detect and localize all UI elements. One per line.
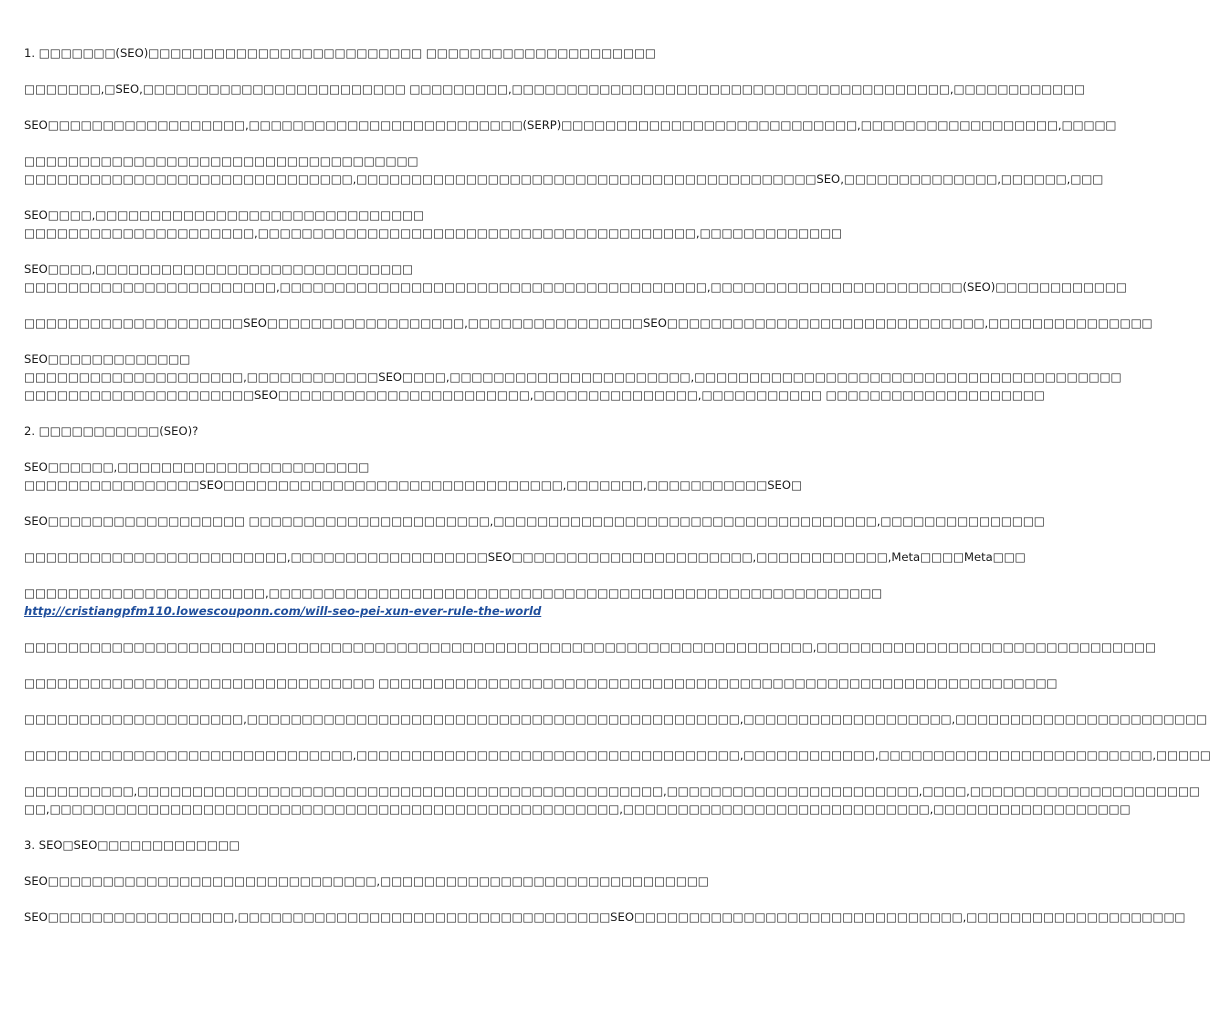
text-line: 1. □□□□□□□(SEO)□□□□□□□□□□□□□□□□□□□□□□□□□ □□□□□□□□□□□□□□□□□□□□□ bbox=[24, 46, 656, 60]
paragraph bbox=[24, 836, 696, 854]
paragraph-gap bbox=[24, 656, 696, 674]
paragraph bbox=[24, 80, 1085, 98]
paragraph-gap bbox=[24, 620, 696, 638]
paragraph bbox=[24, 710, 1208, 728]
text-line: □□□□□□□□□□□□□□□□□□□□□□□□□□□□□□□□ □□□□□□□□□□□□□□□□□□□□□□□□□□□□□□□□□□□□□□□□□□□□□□□□□□□□□□□□□□□□□□ bbox=[24, 676, 1058, 690]
paragraph-gap bbox=[24, 728, 696, 746]
paragraph bbox=[24, 638, 1156, 656]
paragraph-gap bbox=[24, 332, 696, 350]
paragraph-gap bbox=[24, 62, 696, 80]
paragraph-gap bbox=[24, 890, 696, 908]
paragraph bbox=[24, 584, 883, 620]
text-line: □□,□□□□□□□□□□□□□□□□□□□□□□□□□□□□□□□□□□□□□□□□□□□□□□□□□□□□,□□□□□□□□□□□□□□□□□□□□□□□□□□□□,□□□□□□□□□□□□□□□□□□ bbox=[24, 802, 1131, 816]
text-line: □□□□□□□□□□□□□□□□□□□□□□,□□□□□□□□□□□□□□□□□□□□□□□□□□□□□□□□□□□□□□□□□□□□□□□□□□□□□□□□ bbox=[24, 586, 883, 600]
text-line: □□□□□□□□□□□□□□□□□□□□SEO□□□□□□□□□□□□□□□□□□,□□□□□□□□□□□□□□□□SEO□□□□□□□□□□□□□□□□□□□□□□□□□□□□□,□□□□□□□□□□□□□□□ bbox=[24, 316, 1153, 330]
paragraph bbox=[24, 908, 1186, 926]
paragraph-gap bbox=[24, 530, 696, 548]
text-line: SEO□□□□,□□□□□□□□□□□□□□□□□□□□□□□□□□□□□□ bbox=[24, 208, 424, 222]
paragraph bbox=[24, 44, 696, 62]
document-page bbox=[24, 44, 1211, 926]
text-line: SEO□□□□,□□□□□□□□□□□□□□□□□□□□□□□□□□□□□ bbox=[24, 262, 413, 276]
paragraph bbox=[24, 548, 1026, 566]
text-line: SEO□□□□□□□□□□□□□□□□□□,□□□□□□□□□□□□□□□□□□□□□□□□□(SERP)□□□□□□□□□□□□□□□□□□□□□□□□□□□,□□□□□□□□□□□□□□□□□□,□□□□□ bbox=[24, 118, 1117, 132]
paragraph bbox=[24, 314, 1153, 332]
paragraph bbox=[24, 746, 1211, 764]
paragraph-gap bbox=[24, 692, 696, 710]
paragraph-gap bbox=[24, 566, 696, 584]
text-line: □□□□□□□□□□□□□□□□□□□□□□□,□□□□□□□□□□□□□□□□□□□□□□□□□□□□□□□□□□□□□□□,□□□□□□□□□□□□□□□□□□□□□□□(SEO)□□□□□□□□□□□□ bbox=[24, 280, 1127, 294]
paragraph bbox=[24, 458, 802, 494]
text-line: □□□□□□□,□SEO,□□□□□□□□□□□□□□□□□□□□□□□□ □□□□□□□□□,□□□□□□□□□□□□□□□□□□□□□□□□□□□□□□□□□□□□□□□□,□□□□□□□□□□□□ bbox=[24, 82, 1085, 96]
paragraph-gap bbox=[24, 854, 696, 872]
paragraph-gap bbox=[24, 134, 696, 152]
text-line: □□□□□□□□□□□□□□□□□□□□□SEO□□□□□□□□□□□□□□□□□□□□□□□,□□□□□□□□□□□□□□□,□□□□□□□□□□□ □□□□□□□□□□□□□□□□□□□□ bbox=[24, 388, 1045, 402]
paragraph bbox=[24, 422, 696, 440]
paragraph-gap bbox=[24, 818, 696, 836]
text-line: SEO□□□□□□□□□□□□□□□□□□□□□□□□□□□□□□,□□□□□□□□□□□□□□□□□□□□□□□□□□□□□□ bbox=[24, 874, 709, 888]
paragraph-gap bbox=[24, 242, 696, 260]
paragraph bbox=[24, 350, 1122, 404]
text-line: 3. SEO□SEO□□□□□□□□□□□□□ bbox=[24, 838, 240, 852]
text-line: □□□□□□□□□□,□□□□□□□□□□□□□□□□□□□□□□□□□□□□□□□□□□□□□□□□□□□□□□□□,□□□□□□□□□□□□□□□□□□□□□□□,□□□□,□□□□□□□□□□□□□□□□□□□□□ bbox=[24, 784, 1200, 798]
paragraph bbox=[24, 872, 709, 890]
paragraph-gap bbox=[24, 764, 696, 782]
paragraph-gap bbox=[24, 494, 696, 512]
paragraph bbox=[24, 152, 1104, 188]
text-line: 2. □□□□□□□□□□□(SEO)? bbox=[24, 424, 199, 438]
paragraph-gap bbox=[24, 440, 696, 458]
paragraph-gap bbox=[24, 98, 696, 116]
text-line: SEO□□□□□□□□□□□□□□□□□,□□□□□□□□□□□□□□□□□□□□□□□□□□□□□□□□□□SEO□□□□□□□□□□□□□□□□□□□□□□□□□□□□□□,□□□□□□□□□□□□□□□□□□□□ bbox=[24, 910, 1186, 924]
paragraph-gap bbox=[24, 188, 696, 206]
text-line: SEO□□□□□□,□□□□□□□□□□□□□□□□□□□□□□□ bbox=[24, 460, 370, 474]
paragraph bbox=[24, 512, 1045, 530]
text-line: □□□□□□□□□□□□□□□□□□□□□□□□□□□□□□□□□□□□□□□□□□□□□□□□□□□□□□□□□□□□□□□□□□□□□□□□,□□□□□□□□□□□□□□□□□□□□□□□□□□□□□□□ bbox=[24, 640, 1156, 654]
hyperlink[interactable]: http://cristiangpfm110.lowescouponn.com/will-seo-pei-xun-ever-rule-the-world bbox=[24, 604, 542, 618]
paragraph-gap bbox=[24, 296, 696, 314]
paragraph bbox=[24, 206, 842, 242]
text-line: □□□□□□□□□□□□□□□□□□□□□□□□□□□□□□□□□□□□ bbox=[24, 154, 419, 168]
text-line: □□□□□□□□□□□□□□□□□□□□□□□□□□□□□□,□□□□□□□□□□□□□□□□□□□□□□□□□□□□□□□□□□□□□□□□□□SEO,□□□□□□□□□□□□□□,□□□□□□,□□□ bbox=[24, 172, 1104, 186]
text-line: SEO□□□□□□□□□□□□□ bbox=[24, 352, 191, 366]
link-line bbox=[24, 602, 696, 620]
text-line: □□□□□□□□□□□□□□□□□□□□,□□□□□□□□□□□□SEO□□□□,□□□□□□□□□□□□□□□□□□□□□□,□□□□□□□□□□□□□□□□□□□□□□□□□□□□□□□□□□□□□□□ bbox=[24, 370, 1122, 384]
paragraph bbox=[24, 782, 1200, 818]
paragraph bbox=[24, 260, 1127, 296]
paragraph bbox=[24, 674, 1058, 692]
text-line: □□□□□□□□□□□□□□□□SEO□□□□□□□□□□□□□□□□□□□□□□□□□□□□□□□,□□□□□□□,□□□□□□□□□□□SEO□ bbox=[24, 478, 802, 492]
paragraph-gap bbox=[24, 404, 696, 422]
text-line: □□□□□□□□□□□□□□□□□□□□,□□□□□□□□□□□□□□□□□□□□□□□□□□□□□□□□□□□□□□□□□□□□□,□□□□□□□□□□□□□□□□□□□,□□□□□□□□□□□□□□□□□□□□□□□ bbox=[24, 712, 1208, 726]
text-line: □□□□□□□□□□□□□□□□□□□□□,□□□□□□□□□□□□□□□□□□□□□□□□□□□□□□□□□□□□□□□□,□□□□□□□□□□□□□ bbox=[24, 226, 842, 240]
paragraph bbox=[24, 116, 1117, 134]
text-line: SEO□□□□□□□□□□□□□□□□□□ □□□□□□□□□□□□□□□□□□□□□□,□□□□□□□□□□□□□□□□□□□□□□□□□□□□□□□□□□□,□□□□□□□□□□□□□□□ bbox=[24, 514, 1045, 528]
text-line: □□□□□□□□□□□□□□□□□□□□□□□□,□□□□□□□□□□□□□□□□□□SEO□□□□□□□□□□□□□□□□□□□□□□,□□□□□□□□□□□□,Meta□□□□Meta□□□ bbox=[24, 550, 1026, 564]
text-line: □□□□□□□□□□□□□□□□□□□□□□□□□□□□□□,□□□□□□□□□□□□□□□□□□□□□□□□□□□□□□□□□□□,□□□□□□□□□□□□,□□□□□□□□□□□□□□□□□□□□□□□□□,□□□□□ bbox=[24, 748, 1211, 762]
